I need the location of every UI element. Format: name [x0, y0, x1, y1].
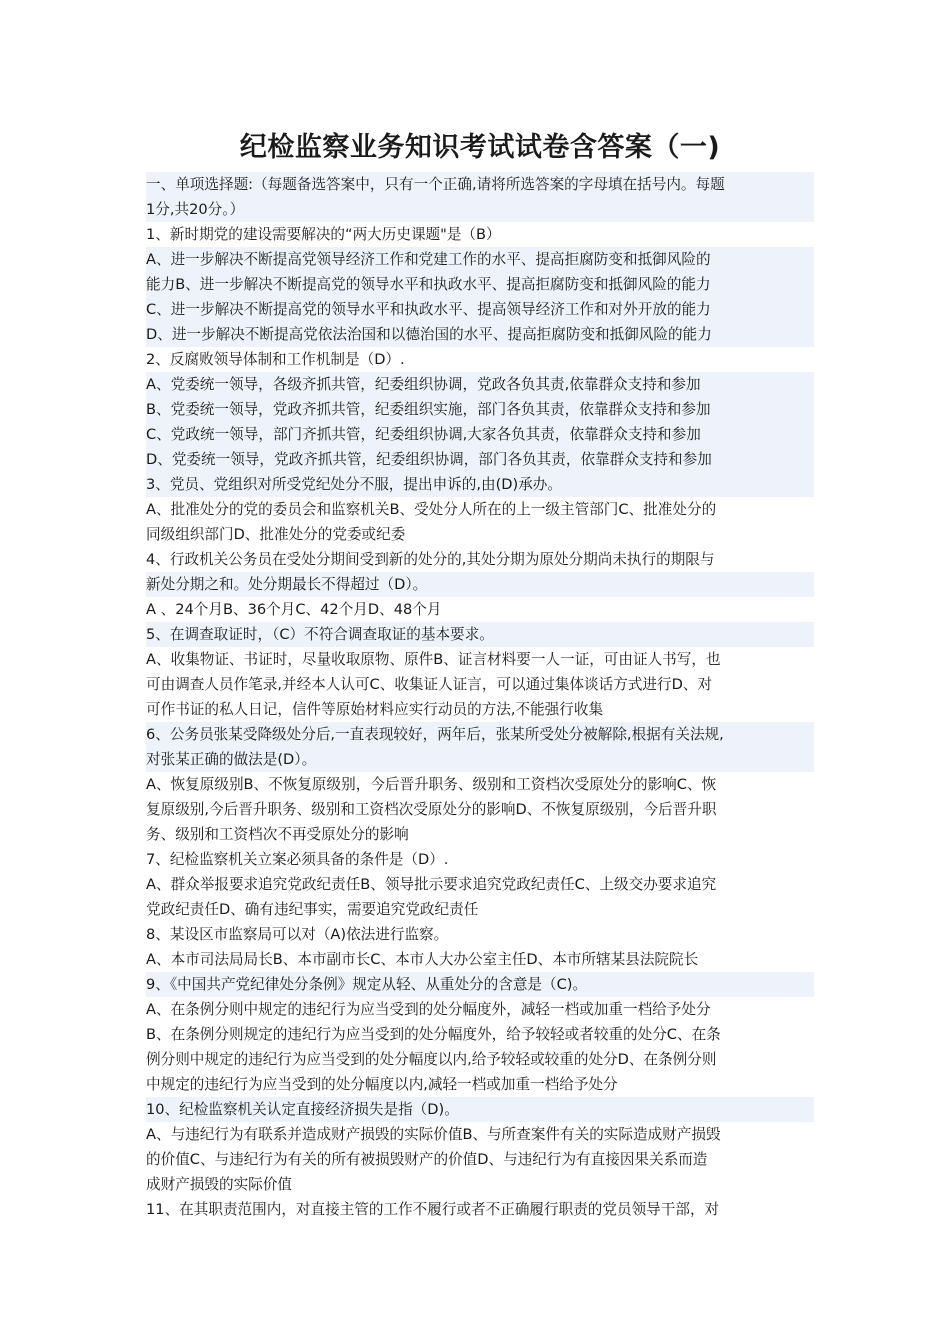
text-line: 10、纪检监察机关认定直接经济损失是指（D)。 [146, 1097, 814, 1122]
text-line: 3、党员、党组织对所受党纪处分不服，提出申诉的,由(D)承办。 [146, 472, 814, 497]
text-line: A、在条例分则中规定的违纪行为应当受到的处分幅度外，减轻一档或加重一档给予处分 [146, 1001, 711, 1018]
text-line: A、恢复原级别B、不恢复原级别，今后晋升职务、级别和工资档次受原处分的影响C、恢 [146, 776, 717, 793]
text-line: 成财产损毁的实际价值 [146, 1176, 292, 1193]
text-line: 能力B、进一步解决不断提高党的领导水平和执政水平、提高拒腐防变和抵御风险的能力 [146, 272, 814, 297]
text-line: 4、行政机关公务员在受处分期间受到新的处分的,其处分期为原处分期尚未执行的期限与 [146, 551, 715, 568]
document-title: 纪检监察业务知识考试试卷含答案（一) [239, 132, 721, 163]
text-line: A、进一步解决不断提高党领导经济工作和党建工作的水平、提高拒腐防变和抵御风险的 [146, 247, 814, 272]
document-body [146, 172, 814, 1222]
text-line: 务、级别和工资档次不再受原处分的影响 [146, 826, 409, 843]
text-line: 复原级别,今后晋升职务、级别和工资档次受原处分的影响D、不恢复原级别，今后晋升职 [146, 801, 717, 818]
text-line: 11、在其职责范围内，对直接主管的工作不履行或者不正确履行职责的党员领导干部，对 [146, 1201, 720, 1218]
text-line: 可由调查人员作笔录,并经本人认可C、收集证人证言，可以通过集体谈话方式进行D、对 [146, 676, 713, 693]
text-line: 5、在调查取证时，（C）不符合调查取证的基本要求。 [146, 622, 814, 647]
text-line: 可作书证的私人日记，信件等原始材料应实行动员的方法,不能强行收集 [146, 701, 604, 718]
text-line: A、群众举报要求追究党政纪责任B、领导批示要求追究党政纪责任C、上级交办要求追究 [146, 876, 717, 893]
text-line: 8、某设区市监察局可以对（A)依法进行监察。 [146, 926, 449, 943]
text-line: 的价值C、与违纪行为有关的所有被损毁财产的价值D、与违纪行为有直接因果关系而造 [146, 1151, 708, 1168]
text-line: 6、公务员张某受降级处分后,一直表现较好，两年后，张某所受处分被解除,根据有关法规, [146, 722, 814, 747]
text-line: 新处分期之和。处分期最长不得超过（D）。 [146, 572, 814, 597]
text-line: 对张某正确的做法是(D）。 [146, 747, 814, 772]
text-line: C、进一步解决不断提高党的领导水平和执政水平、提高领导经济工作和对外开放的能力 [146, 297, 814, 322]
text-line: 例分则中规定的违纪行为应当受到的处分幅度以内,给予较轻或较重的处分D、在条例分则 [146, 1051, 717, 1068]
text-line: D、党委统一领导，党政齐抓共管，纪委组织协调，部门各负其责，依靠群众支持和参加 [146, 447, 814, 472]
text-line: 7、纪检监察机关立案必须具备的条件是（D）. [146, 851, 449, 868]
text-line: 2、反腐败领导体制和工作机制是（D）. [146, 351, 405, 368]
text-line: 1分,共20分。） [146, 197, 814, 222]
text-line: A 、24个月B、36个月C、42个月D、48个月 [146, 601, 442, 618]
text-line: A、党委统一领导，各级齐抓共管，纪委组织协调，党政各负其责,依靠群众支持和参加 [146, 372, 814, 397]
text-line: 1、新时期党的建设需要解决的“两大历史课题"是（B） [146, 226, 501, 243]
text-line: D、进一步解决不断提高党依法治国和以德治国的水平、提高拒腐防变和抵御风险的能力 [146, 322, 814, 347]
text-line: 中规定的违纪行为应当受到的处分幅度以内,减轻一档或加重一档给予处分 [146, 1076, 618, 1093]
text-line: C、党政统一领导，部门齐抓共管，纪委组织协调,大家各负其责，依靠群众支持和参加 [146, 422, 814, 447]
text-line: 同级组织部门D、批准处分的党委或纪委 [146, 526, 406, 543]
text-line: B、党委统一领导，党政齐抓共管，纪委组织实施，部门各负其责，依靠群众支持和参加 [146, 397, 814, 422]
text-line: 一、单项选择题:（每题备选答案中，只有一个正确,请将所选答案的字母填在括号内。每题 [146, 172, 814, 197]
text-line: A、本市司法局局长B、本市副市长C、本市人大办公室主任D、本市所辖某县法院院长 [146, 951, 699, 968]
text-line: A、收集物证、书证时，尽量收取原物、原件B、证言材料要一人一证，可由证人书写，也 [146, 651, 721, 668]
text-line: 9、《中国共产党纪律处分条例》规定从轻、从重处分的含意是（C)。 [146, 972, 814, 997]
text-line: 党政纪责任D、确有违纪事实，需要追究党政纪责任 [146, 901, 479, 918]
text-line: A、与违纪行为有联系并造成财产损毁的实际价值B、与所查案件有关的实际造成财产损毁 [146, 1126, 721, 1143]
text-line: B、在条例分则规定的违纪行为应当受到的处分幅度外，给予较轻或者较重的处分C、在条 [146, 1026, 721, 1043]
text-line: A、批准处分的党的委员会和监察机关B、受处分人所在的上一级主管部门C、批准处分的 [146, 501, 717, 518]
